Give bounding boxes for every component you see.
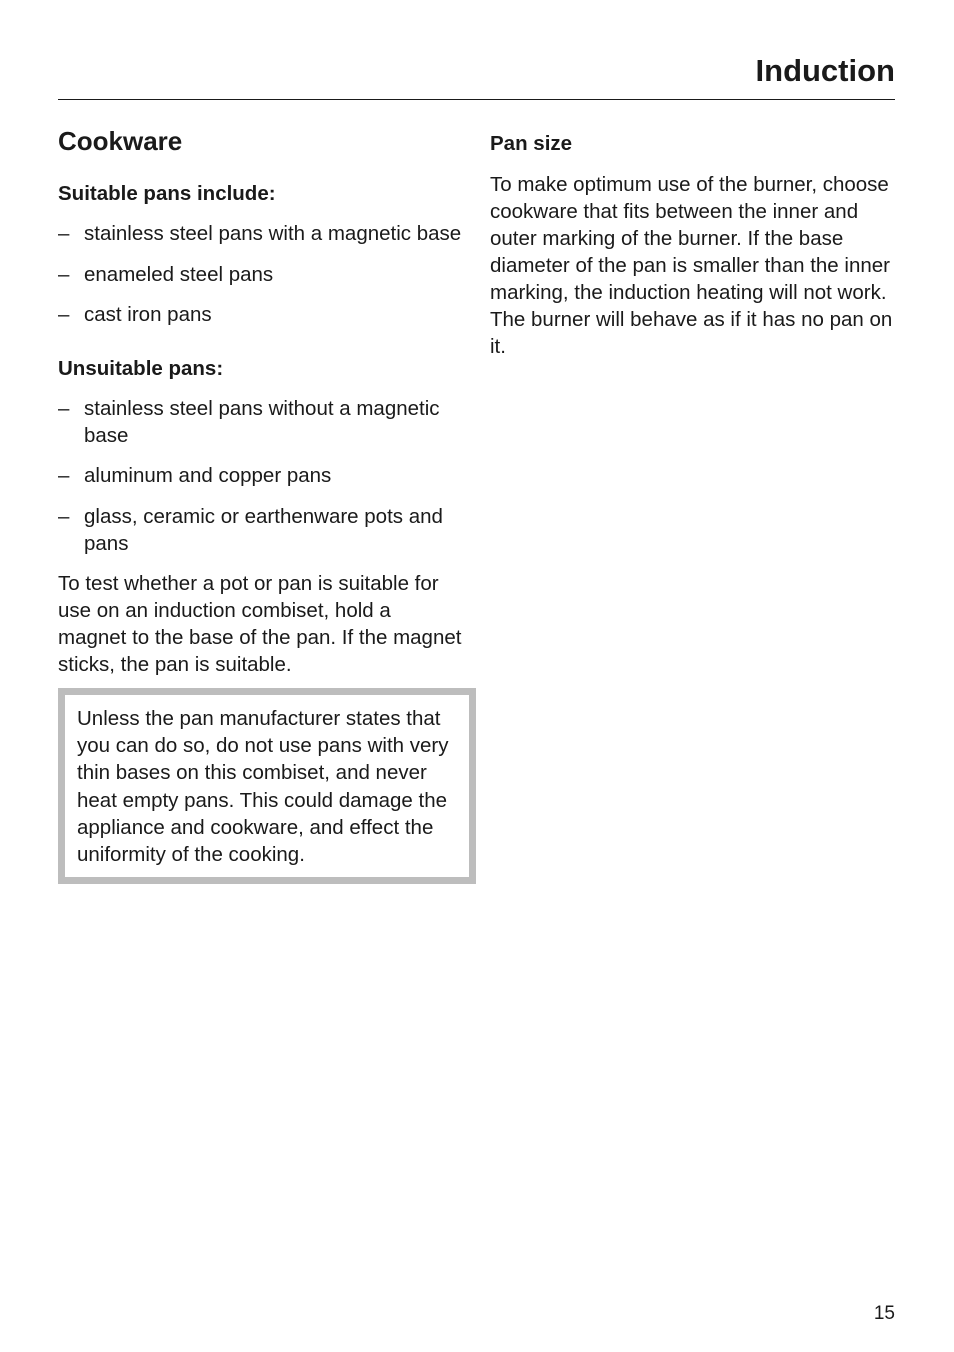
- magnet-test-paragraph: To test whether a pot or pan is suitable for use on an induction combiset, hold a magnet to the base of the pan. If the magnet sticks, the pan is suitable.: [58, 572, 462, 676]
- list-item: [58, 395, 464, 449]
- dash-bullet: –: [58, 222, 70, 245]
- warning-note-box: [58, 688, 476, 884]
- list-item: [58, 301, 464, 328]
- suitable-pans-heading: Suitable pans include:: [58, 182, 276, 205]
- list-item: [58, 220, 464, 247]
- left-column: [58, 124, 464, 884]
- list-item-text: stainless steel pans with a magnetic base: [84, 222, 462, 245]
- dash-bullet: –: [58, 504, 70, 528]
- suitable-pans-list: [58, 220, 464, 328]
- list-item-text: stainless steel pans without a magnetic base: [84, 396, 440, 447]
- pan-size-heading: Pan size: [490, 132, 573, 155]
- unsuitable-pans-heading: Unsuitable pans:: [58, 356, 224, 380]
- list-item: [58, 503, 464, 557]
- list-item: [58, 261, 464, 288]
- pan-size-paragraph: To make optimum use of the burner, choose cookware that fits between the inner and outer marking of the burner. If the base diameter of the pan is smaller than the inner marking, the induction heating will not work. The burner will behave as if it has no pan on it.: [490, 173, 893, 358]
- page-title: Induction: [755, 53, 895, 88]
- list-item-text: cast iron pans: [84, 303, 212, 326]
- list-item-text: aluminum and copper pans: [84, 464, 332, 487]
- header-divider: [58, 99, 895, 100]
- dash-bullet: –: [58, 464, 70, 487]
- list-item-text: glass, ceramic or earthenware pots and pans: [84, 504, 443, 555]
- dash-bullet: –: [58, 262, 70, 286]
- dash-bullet: –: [58, 303, 70, 326]
- unsuitable-pans-list: [58, 395, 464, 557]
- right-column: [490, 130, 900, 360]
- section-title-cookware: Cookware: [58, 126, 183, 156]
- list-item: [58, 462, 464, 489]
- list-item-text: enameled steel pans: [84, 262, 274, 286]
- dash-bullet: –: [58, 396, 70, 420]
- warning-note-text: Unless the pan manufacturer states that you can do so, do not use pans with very thin bases on this combiset, and never heat empty pans. This could damage the appliance and cookware, and effect the uniformity of the cooking.: [77, 707, 449, 867]
- page-number: 15: [873, 1303, 895, 1324]
